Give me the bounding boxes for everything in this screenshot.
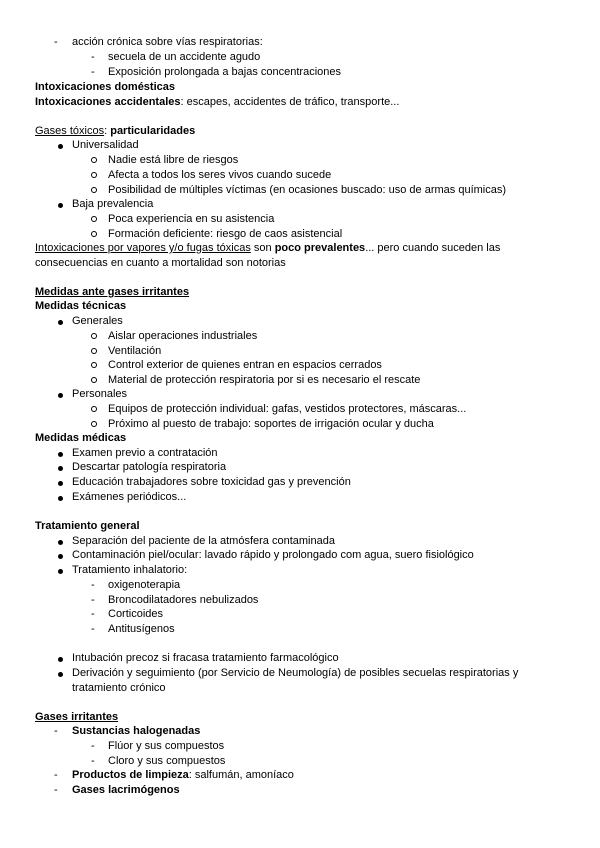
disc-bullet (58, 667, 63, 681)
text-line: Separación del paciente de la atmósfera contaminada (72, 535, 335, 547)
dash-bullet: - (91, 740, 95, 752)
circle-bullet (91, 373, 97, 387)
circle-bullet (91, 344, 97, 358)
text-line: Material de protección respiratoria por si es necesario el rescate (108, 374, 421, 386)
disc-bullet (58, 564, 63, 578)
disc-bullet (58, 535, 63, 549)
text-line: secuela de un accidente agudo (108, 51, 261, 63)
dash-bullet: - (91, 594, 95, 606)
dash-bullet: - (91, 66, 95, 78)
dash-bullet: - (54, 784, 58, 796)
disc-bullet (58, 549, 63, 563)
dash-bullet: - (91, 755, 95, 767)
circle-bullet (91, 329, 97, 343)
text-line: Poca experiencia en su asistencia (108, 213, 275, 225)
dash-bullet: - (91, 623, 95, 635)
text-line: Nadie está libre de riesgos (108, 154, 239, 166)
heading-medidas-medicas: Medidas médicas (35, 432, 127, 444)
text-line: Próximo al puesto de trabajo: soportes de irrigación ocular y ducha (108, 418, 434, 430)
heading-medidas-tecnicas: Medidas técnicas (35, 300, 127, 312)
circle-bullet (91, 183, 97, 197)
text-line: Ventilación (108, 345, 162, 357)
text-line: Productos de limpieza: salfumán, amoníaco (72, 769, 294, 781)
dash-bullet: - (91, 579, 95, 591)
heading-gases-toxicos: Gases tóxicos: particularidades (35, 125, 196, 137)
paragraph-prevalencia-line2: consecuencias en cuanto a mortalidad son notorias (35, 257, 286, 269)
text-line: Sustancias halogenadas (72, 725, 201, 737)
text-line: Exámenes periódicos... (72, 491, 187, 503)
disc-bullet (58, 139, 63, 153)
text-line: Tratamiento inhalatorio: (72, 564, 188, 576)
text-line: Afecta a todos los seres vivos cuando sucede (108, 169, 332, 181)
text-line: Exposición prolongada a bajas concentraciones (108, 66, 341, 78)
text-line: Baja prevalencia (72, 198, 154, 210)
text-line: Examen previo a contratación (72, 447, 218, 459)
text-line: Equipos de protección individual: gafas, vestidos protectores, máscaras... (108, 403, 467, 415)
disc-bullet (58, 461, 63, 475)
text-line: Descartar patología respiratoria (72, 461, 227, 473)
text-line: Antitusígenos (108, 623, 175, 635)
text-line: Contaminación piel/ocular: lavado rápido y prolongado com agua, suero fisiológico (72, 549, 474, 561)
text-line: Personales (72, 388, 128, 400)
circle-bullet (91, 227, 97, 241)
disc-bullet (58, 476, 63, 490)
paragraph-accidentales: Intoxicaciones accidentales: escapes, accidentes de tráfico, transporte... (35, 96, 400, 108)
heading-tratamiento-general: Tratamiento general (35, 520, 140, 532)
text-line: Broncodilatadores nebulizados (108, 594, 259, 606)
dash-bullet: - (91, 51, 95, 63)
dash-bullet: - (54, 769, 58, 781)
disc-bullet (58, 315, 63, 329)
text-line: Universalidad (72, 139, 139, 151)
circle-bullet (91, 153, 97, 167)
text-line: Aislar operaciones industriales (108, 330, 258, 342)
text-line: Formación deficiente: riesgo de caos asistencial (108, 228, 343, 240)
circle-bullet (91, 417, 97, 431)
text-line: Corticoides (108, 608, 164, 620)
circle-bullet (91, 402, 97, 416)
text-line: Posibilidad de múltiples víctimas (en ocasiones buscado: uso de armas químicas) (108, 184, 507, 196)
text-line: Intubación precoz si fracasa tratamiento farmacológico (72, 652, 339, 664)
paragraph-prevalencia: Intoxicaciones por vapores y/o fugas tóxicas son poco prevalentes... pero cuando suceden las (35, 242, 501, 254)
disc-bullet (58, 491, 63, 505)
text-line: acción crónica sobre vías respiratorias: (72, 36, 263, 48)
disc-bullet (58, 388, 63, 402)
text-line: Derivación y seguimiento (por Servicio de Neumología) de posibles secuelas respiratorias y (72, 667, 519, 679)
disc-bullet (58, 652, 63, 666)
dash-bullet: - (54, 36, 58, 48)
heading-intoxicaciones-domesticas: Intoxicaciones domésticas (35, 81, 175, 93)
circle-bullet (91, 212, 97, 226)
text-line: tratamiento crónico (72, 682, 166, 694)
disc-bullet (58, 198, 63, 212)
text-line: Cloro y sus compuestos (108, 755, 226, 767)
dash-bullet: - (54, 725, 58, 737)
disc-bullet (58, 447, 63, 461)
heading-gases-irritantes: Gases irritantes (35, 711, 119, 723)
text-line: Gases lacrimógenos (72, 784, 180, 796)
text-line: Flúor y sus compuestos (108, 740, 225, 752)
text-line: oxigenoterapia (108, 579, 181, 591)
text-line: Control exterior de quienes entran en espacios cerrados (108, 359, 382, 371)
heading-medidas-gases-irritantes: Medidas ante gases irritantes (35, 286, 190, 298)
circle-bullet (91, 168, 97, 182)
dash-bullet: - (91, 608, 95, 620)
text-line: Generales (72, 315, 123, 327)
circle-bullet (91, 358, 97, 372)
text-line: Educación trabajadores sobre toxicidad gas y prevención (72, 476, 351, 488)
